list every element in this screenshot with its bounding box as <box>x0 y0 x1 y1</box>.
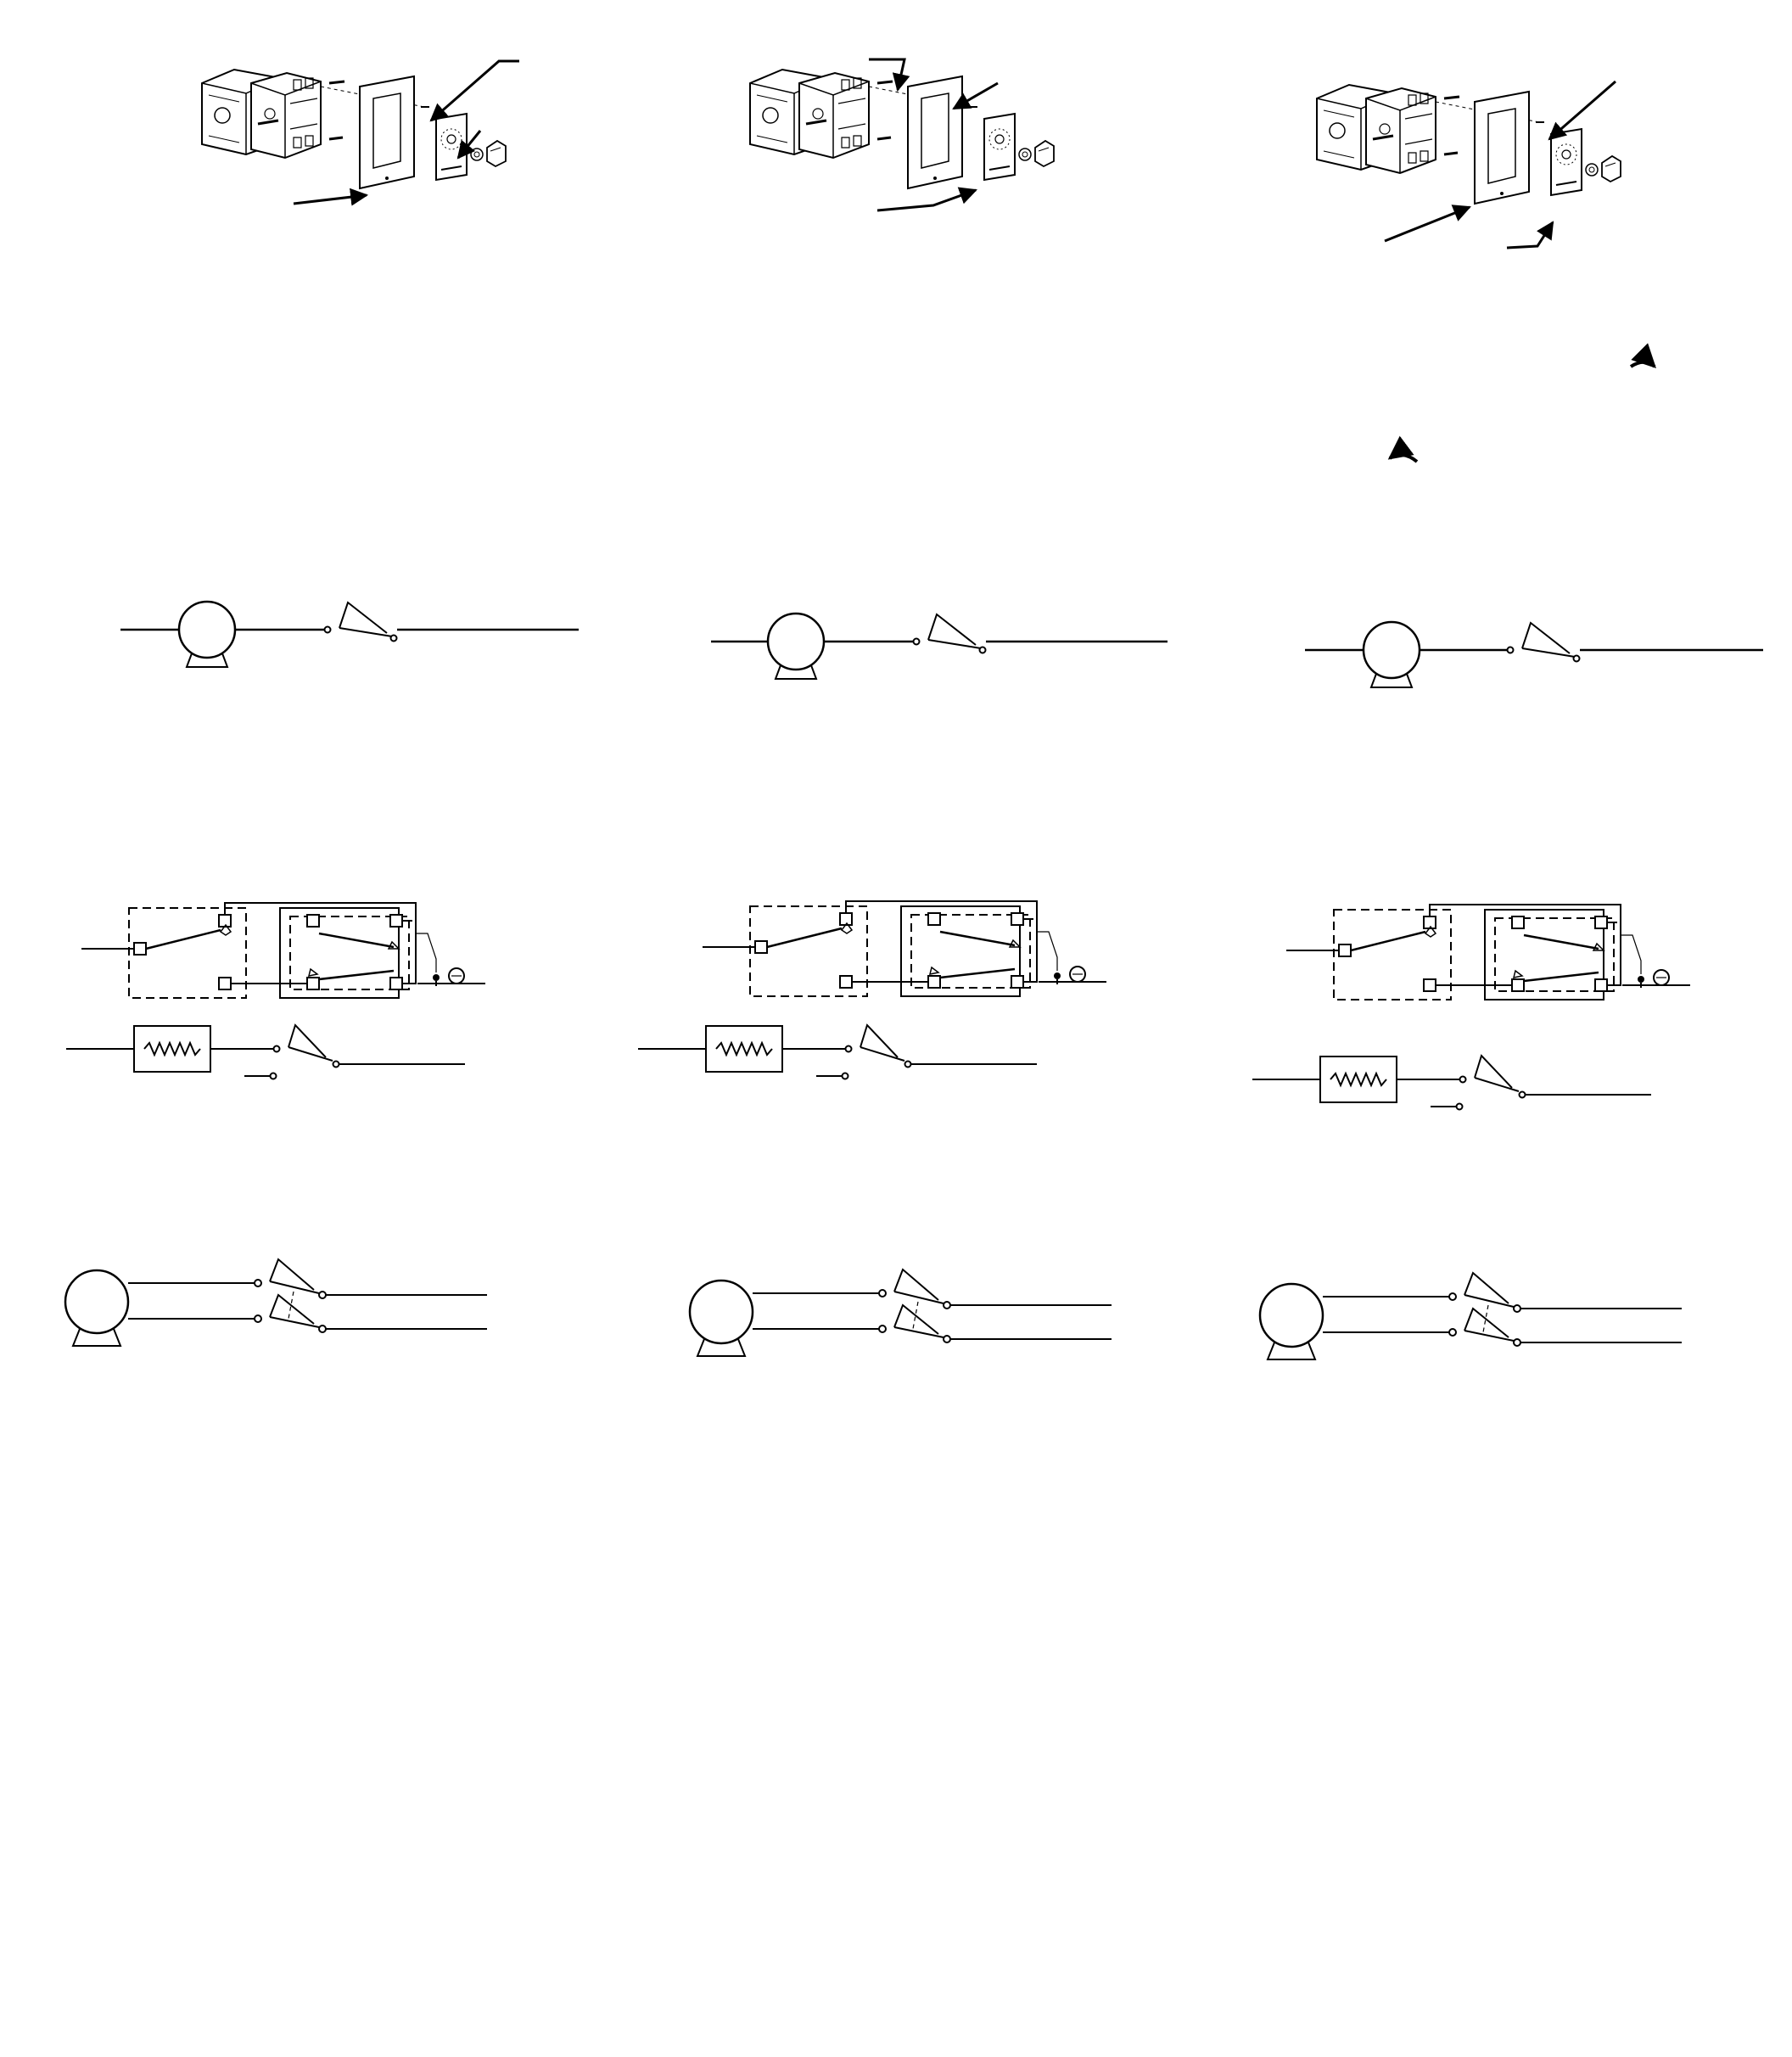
callout-arrow-icon <box>877 190 976 210</box>
double-pole-motor-diagram-right <box>1260 1273 1682 1359</box>
callout-arrow-icon <box>869 59 904 90</box>
callout-arrow-icon <box>1385 207 1470 241</box>
rotation-arrow-icon <box>1390 455 1417 462</box>
double-pole-motor-diagram-middle <box>690 1270 1112 1356</box>
relay-heater-schematic-left <box>66 903 485 1079</box>
relay-heater-schematic-middle <box>638 901 1106 1079</box>
exploded-assembly-left <box>202 61 519 204</box>
motor-switch-diagram-middle <box>711 614 1168 679</box>
motor-switch-diagram-left <box>120 602 579 667</box>
double-pole-motor-diagram-left <box>65 1259 487 1346</box>
rotation-arrow-icon <box>1631 362 1655 367</box>
relay-heater-schematic-right <box>1252 905 1690 1110</box>
motor-switch-diagram-right <box>1305 622 1763 687</box>
callout-arrow-icon <box>294 195 367 204</box>
exploded-assembly-middle <box>750 59 1054 210</box>
callout-arrow-icon <box>431 61 519 121</box>
callout-arrow-icon <box>1507 222 1553 248</box>
exploded-assembly-right <box>1317 81 1621 248</box>
